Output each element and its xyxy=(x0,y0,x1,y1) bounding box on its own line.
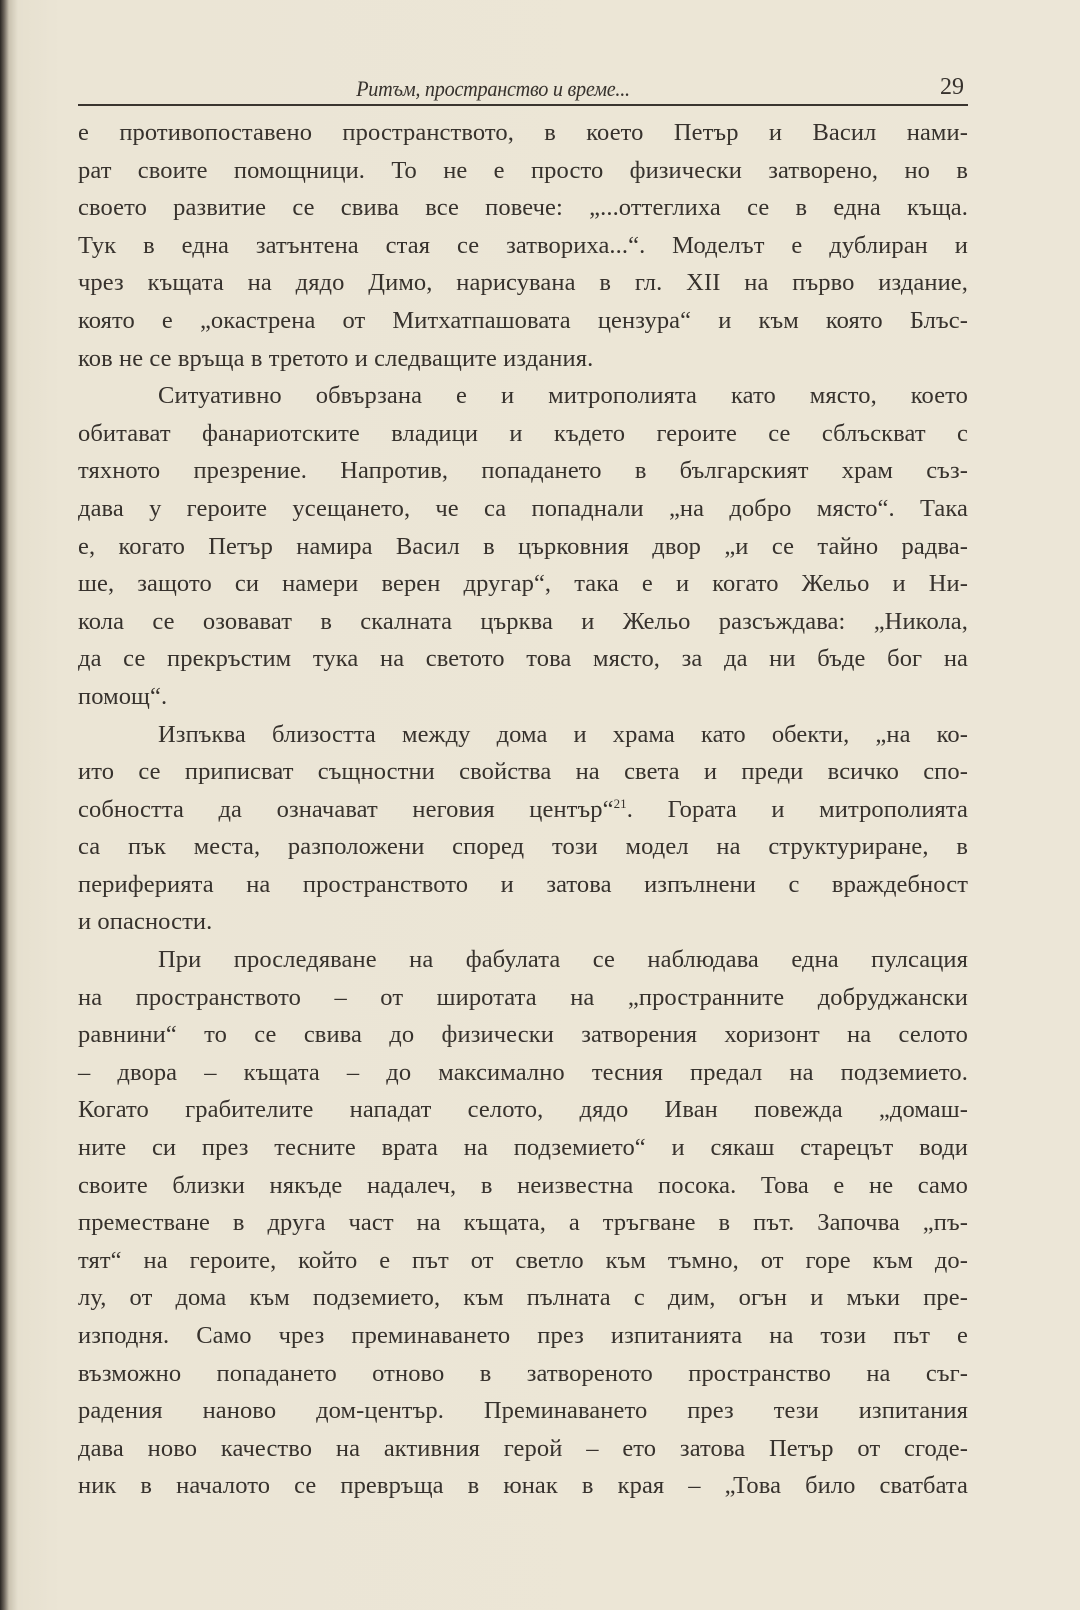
line-text: Изпъква близостта между дома и храма като обекти, „на ко- xyxy=(158,720,968,748)
line-text: помощ“. xyxy=(78,682,168,710)
line-text: изподня. Само чрез преминаването през изпитанията на този път е xyxy=(78,1322,968,1349)
line-text: ните си през тесните врата на подземието“ и сякаш старецът води xyxy=(78,1134,968,1162)
text-line xyxy=(78,1430,968,1468)
text-line xyxy=(78,1204,968,1242)
text-line xyxy=(78,565,968,603)
text-line xyxy=(78,1091,968,1129)
running-title: Ритъм, пространство и време... xyxy=(356,76,630,101)
line-text: своето развитие се свива все повече: „...оттеглиха се в една къща. xyxy=(78,194,968,222)
text-line xyxy=(78,189,968,227)
text-line xyxy=(78,716,968,754)
text-line xyxy=(78,227,968,265)
line-text: и опасности. xyxy=(78,908,213,936)
line-text: дава у героите усещането, че са попаднали „на добро място“. Така xyxy=(78,494,968,522)
text-line xyxy=(78,340,968,378)
line-text: е, когато Петър намира Васил в църковния двор „и се тайно радва- xyxy=(78,532,968,560)
text-line xyxy=(78,1279,968,1317)
text-line xyxy=(78,377,968,415)
body-text xyxy=(78,114,968,1505)
running-header xyxy=(78,76,968,106)
text-line xyxy=(78,1167,968,1205)
line-text: са пък места, разположени според този модел на структуриране, в xyxy=(78,833,968,861)
text-line xyxy=(78,415,968,453)
text-line xyxy=(78,1317,968,1355)
line-text: ито се приписват същностни свойства на света и преди всичко спо- xyxy=(78,758,968,786)
text-line xyxy=(78,1054,968,1092)
text-line xyxy=(78,1392,968,1430)
line-text: ше, защото си намери верен другар“, така е и когато Жельо и Ни- xyxy=(78,570,968,598)
text-line xyxy=(78,678,968,716)
text-line xyxy=(78,791,968,829)
text-line xyxy=(78,979,968,1017)
text-line xyxy=(78,302,968,340)
text-line xyxy=(78,828,968,866)
line-text: периферията на пространството и затова изпълнени с враждебност xyxy=(78,870,968,898)
text-line xyxy=(78,1016,968,1054)
text-line xyxy=(78,490,968,528)
paragraph xyxy=(78,114,968,377)
line-text: чрез къщата на дядо Димо, нарисувана в гл. XII на първо издание, xyxy=(78,269,968,297)
text-line xyxy=(78,1129,968,1167)
line-text: Ситуативно обвързана е и митрополията като място, което xyxy=(158,382,968,410)
text-line xyxy=(78,152,968,190)
page-number: 29 xyxy=(940,74,964,100)
footnote-reference: 21 xyxy=(613,795,627,811)
line-text: Когато грабителите нападат селото, дядо Иван повежда „домаш- xyxy=(78,1096,968,1124)
paragraph xyxy=(78,941,968,1505)
line-text: собността да означават неговия център“ xyxy=(78,795,614,823)
line-text: При проследяване на фабулата се наблюдава една пулсация xyxy=(158,946,968,974)
line-text: дава ново качество на активния герой – ето затова Петър от сгоде- xyxy=(78,1434,968,1462)
line-text: тяхното презрение. Напротив, попадането в българският храм съз- xyxy=(78,457,968,485)
line-text: . Гората и митрополията xyxy=(626,795,968,823)
text-line xyxy=(78,528,968,566)
line-text: ков не се връща в третото и следващите издания. xyxy=(78,344,594,372)
text-line xyxy=(78,941,968,979)
line-text: Тук в една затънтена стая се затвориха...“. Моделът е дублиран и xyxy=(78,231,968,259)
text-line xyxy=(78,640,968,678)
line-text: радения наново дом-център. Преминаването през тези изпитания xyxy=(78,1397,968,1425)
line-text: преместване в друга част на къщата, а тръгване в път. Започва „пъ- xyxy=(78,1209,968,1237)
paragraph xyxy=(78,377,968,715)
line-text: е противопоставено пространството, в което Петър и Васил нами- xyxy=(78,119,968,146)
text-line xyxy=(78,753,968,791)
text-line xyxy=(78,114,968,152)
line-text: лу, от дома към подземието, към пълната с дим, огън и мъки пре- xyxy=(78,1284,968,1312)
line-text: своите близки някъде надалеч, в неизвестна посока. Това е не само xyxy=(78,1171,968,1199)
line-text: равнини“ то се свива до физически затворения хоризонт на селото xyxy=(78,1021,968,1049)
line-text: рат своите помощници. То не е просто физически затворено, но в xyxy=(78,156,968,184)
line-text: възможно попадането отново в затвореното пространство на съг- xyxy=(78,1359,968,1387)
text-line xyxy=(78,603,968,641)
line-text: която е „окастрена от Митхатпашовата цензура“ и към която Блъс- xyxy=(78,306,968,334)
paragraph xyxy=(78,716,968,942)
line-text: обитават фанариотските владици и където героите се сблъскват с xyxy=(78,419,968,447)
text-line xyxy=(78,866,968,904)
text-line xyxy=(78,452,968,490)
text-line xyxy=(78,1467,968,1505)
text-line xyxy=(78,1355,968,1393)
text-line xyxy=(78,1242,968,1280)
line-text: кола се озовават в скалната църква и Жельо разсъждава: „Никола, xyxy=(78,607,968,635)
text-line xyxy=(78,264,968,302)
line-text: ник в началото се превръща в юнак в края – „Това било сватбата xyxy=(78,1472,968,1500)
line-text: – двора – къщата – до максимално тесния предал на подземието. xyxy=(78,1058,968,1086)
line-text: на пространството – от широтата на „пространните добруджански xyxy=(78,983,968,1011)
line-text: да се прекръстим тука на светото това място, за да ни бъде бог на xyxy=(78,645,968,673)
line-text: тят“ на героите, който е път от светло към тъмно, от горе към до- xyxy=(78,1246,968,1274)
text-line xyxy=(78,903,968,941)
